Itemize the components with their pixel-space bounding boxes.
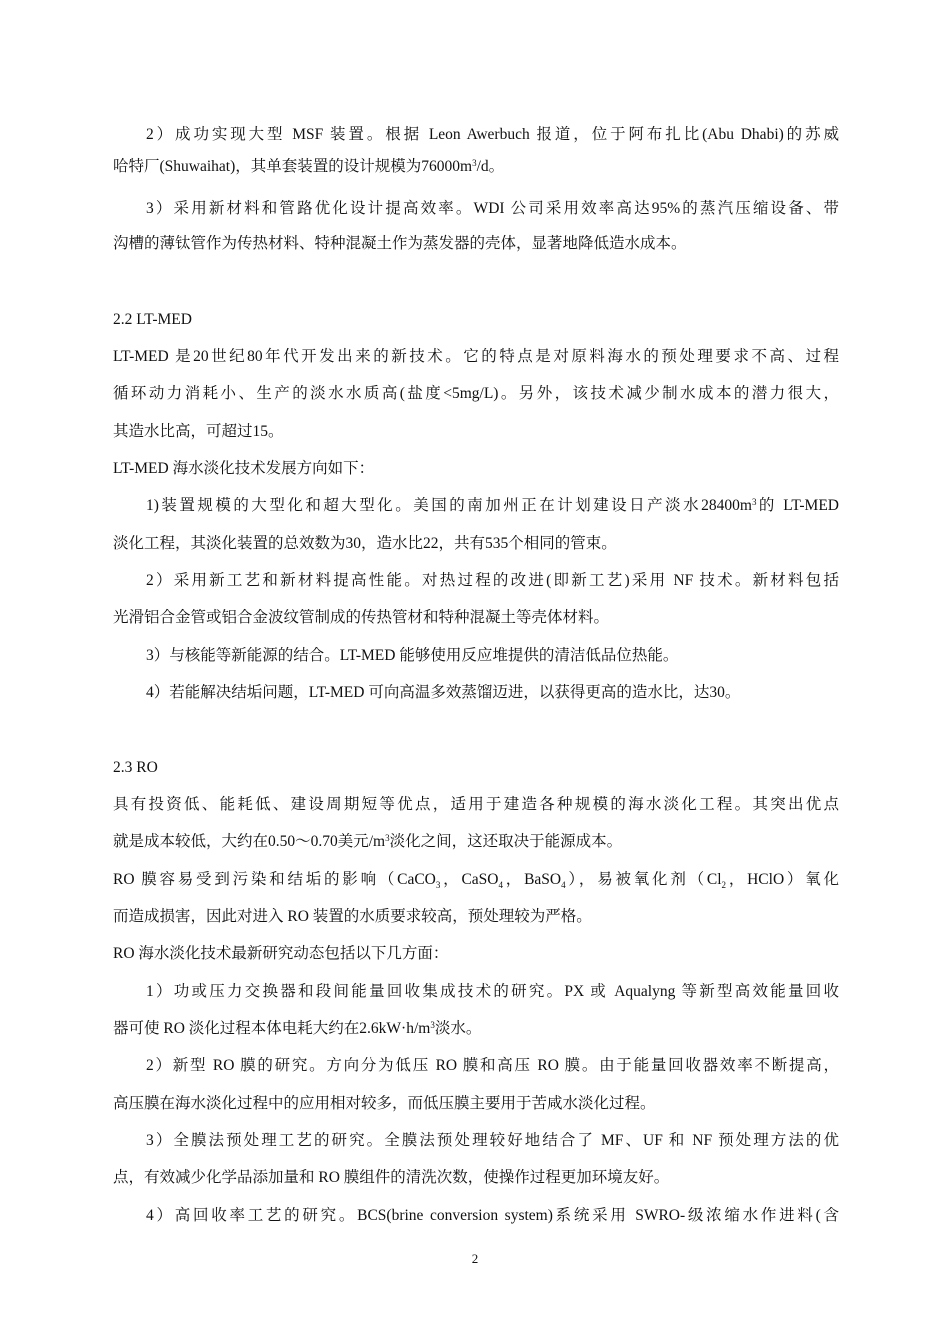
- lt-med-item-2-line-1: 2）采用新工艺和新材料提高性能。对热过程的改进(即新工艺)采用 NF 技术。新材料包括: [146, 572, 839, 589]
- msf-item-2-line-2: [113, 156, 839, 178]
- superscript: 3: [385, 833, 390, 843]
- ro-item-4-line-1: 4）高回收率工艺的研究。BCS(brine conversion system)系统采用 SWRO-级浓缩水作进料(含: [146, 1207, 839, 1224]
- text-run: 器可使 RO 淡化过程本体电耗大约在2.6kW·h/m: [113, 1020, 431, 1037]
- msf-item-3-line-1: 3）采用新材料和管路优化设计提高效率。WDI 公司采用效率高达95%的蒸汽压缩设备、带: [146, 200, 839, 217]
- lt-med-item-4: 4）若能解决结垢问题，LT-MED 可向高温多效蒸馏迈进，以获得更高的造水比，达30。: [146, 684, 741, 701]
- ro-item-2-line-1: 2）新型 RO 膜的研究。方向分为低压 RO 膜和高压 RO 膜。由于能量回收器效率不断提高，: [146, 1057, 839, 1074]
- ro-item-1-line-2: [113, 1018, 839, 1040]
- text-run: 淡水。: [434, 1020, 482, 1037]
- lt-med-intro-line-2: 循环动力消耗小、生产的淡水水质高(盐度<5mg/L)。另外，该技术减少制水成本的潜力很大，: [113, 385, 839, 402]
- subscript: 4: [561, 880, 566, 890]
- text-run: /d。: [476, 158, 505, 175]
- msf-item-3-line-2: 沟槽的薄钛管作为传热材料、特种混凝土作为蒸发器的壳体，显著地降低造水成本。: [113, 235, 687, 252]
- lt-med-intro-line-1: LT-MED 是20世纪80年代开发出来的新技术。它的特点是对原料海水的预处理要求不高、过程: [113, 348, 839, 365]
- lt-med-intro-line-3: 其造水比高，可超过15。: [113, 423, 284, 440]
- subscript: 2: [721, 880, 727, 890]
- text-run: ），易被氧化剂（Cl: [565, 871, 722, 888]
- lt-med-item-1-line-1: [146, 495, 839, 517]
- text-run: 1)装置规模的大型化和超大型化。美国的南加州正在计划建设日产淡水28400m: [146, 497, 752, 514]
- ro-fouling-line-2: 而造成损害，因此对进入 RO 装置的水质要求较高，预处理较为严格。: [113, 908, 592, 925]
- lt-med-directions-intro: LT-MED 海水淡化技术发展方向如下：: [113, 460, 375, 477]
- superscript: 3: [751, 497, 757, 507]
- ro-item-1-line-1: 1）功或压力交换器和段间能量回收集成技术的研究。PX 或 Aqualyng 等新型高效能量回收: [146, 983, 839, 1000]
- text-run: ，BaSO: [503, 871, 562, 888]
- text-run: 哈特厂(Shuwaihat)，其单套装置的设计规模为76000m: [113, 158, 473, 175]
- text-run: ，HClO）氧化: [726, 871, 839, 888]
- ro-intro-line-1: 具有投资低、能耗低、建设周期短等优点，适用于建造各种规模的海水淡化工程。其突出优点: [113, 796, 839, 813]
- superscript: 3: [472, 158, 477, 168]
- section-heading-lt-med: 2.2 LT-MED: [113, 311, 192, 328]
- text-run: 的 LT-MED: [756, 497, 839, 514]
- ro-research-intro: RO 海水淡化技术最新研究动态包括以下几方面：: [113, 945, 449, 962]
- text-run: RO 膜容易受到污染和结垢的影响（CaCO: [113, 871, 436, 888]
- msf-item-2-line-1: 2）成功实现大型 MSF 装置。根据 Leon Awerbuch 报道，位于阿布扎比(Abu Dhabi)的苏威: [146, 126, 839, 143]
- ro-item-2-line-2: 高压膜在海水淡化过程中的应用相对较多，而低压膜主要用于苦咸水淡化过程。: [113, 1095, 656, 1112]
- lt-med-item-2-line-2: 光滑铝合金管或铝合金波纹管制成的传热管材和特种混凝土等壳体材料。: [113, 609, 610, 626]
- subscript: 3: [435, 880, 441, 890]
- text-run: 就是成本较低，大约在0.50～0.70美元/m: [113, 833, 386, 850]
- ro-item-3-line-1: 3）全膜法预处理工艺的研究。全膜法预处理较好地结合了 MF、UF 和 NF 预处理方法的优: [146, 1132, 839, 1149]
- ro-item-3-line-2: 点，有效减少化学品添加量和 RO 膜组件的清洗次数，使操作过程更加环境友好。: [113, 1169, 670, 1186]
- ro-fouling-line-1: [113, 869, 839, 891]
- ro-intro-line-2: [113, 831, 839, 853]
- subscript: 4: [498, 880, 503, 890]
- text-run: ，CaSO: [440, 871, 499, 888]
- text-run: 淡化之间，这还取决于能源成本。: [389, 833, 623, 850]
- lt-med-item-3: 3）与核能等新能源的结合。LT-MED 能够使用反应堆提供的清洁低品位热能。: [146, 647, 679, 664]
- section-heading-ro: 2.3 RO: [113, 759, 158, 776]
- lt-med-item-1-line-2: 淡化工程，其淡化装置的总效数为30，造水比22，共有535个相同的管束。: [113, 535, 617, 552]
- page-number: 2: [471, 1251, 479, 1266]
- superscript: 3: [430, 1020, 435, 1030]
